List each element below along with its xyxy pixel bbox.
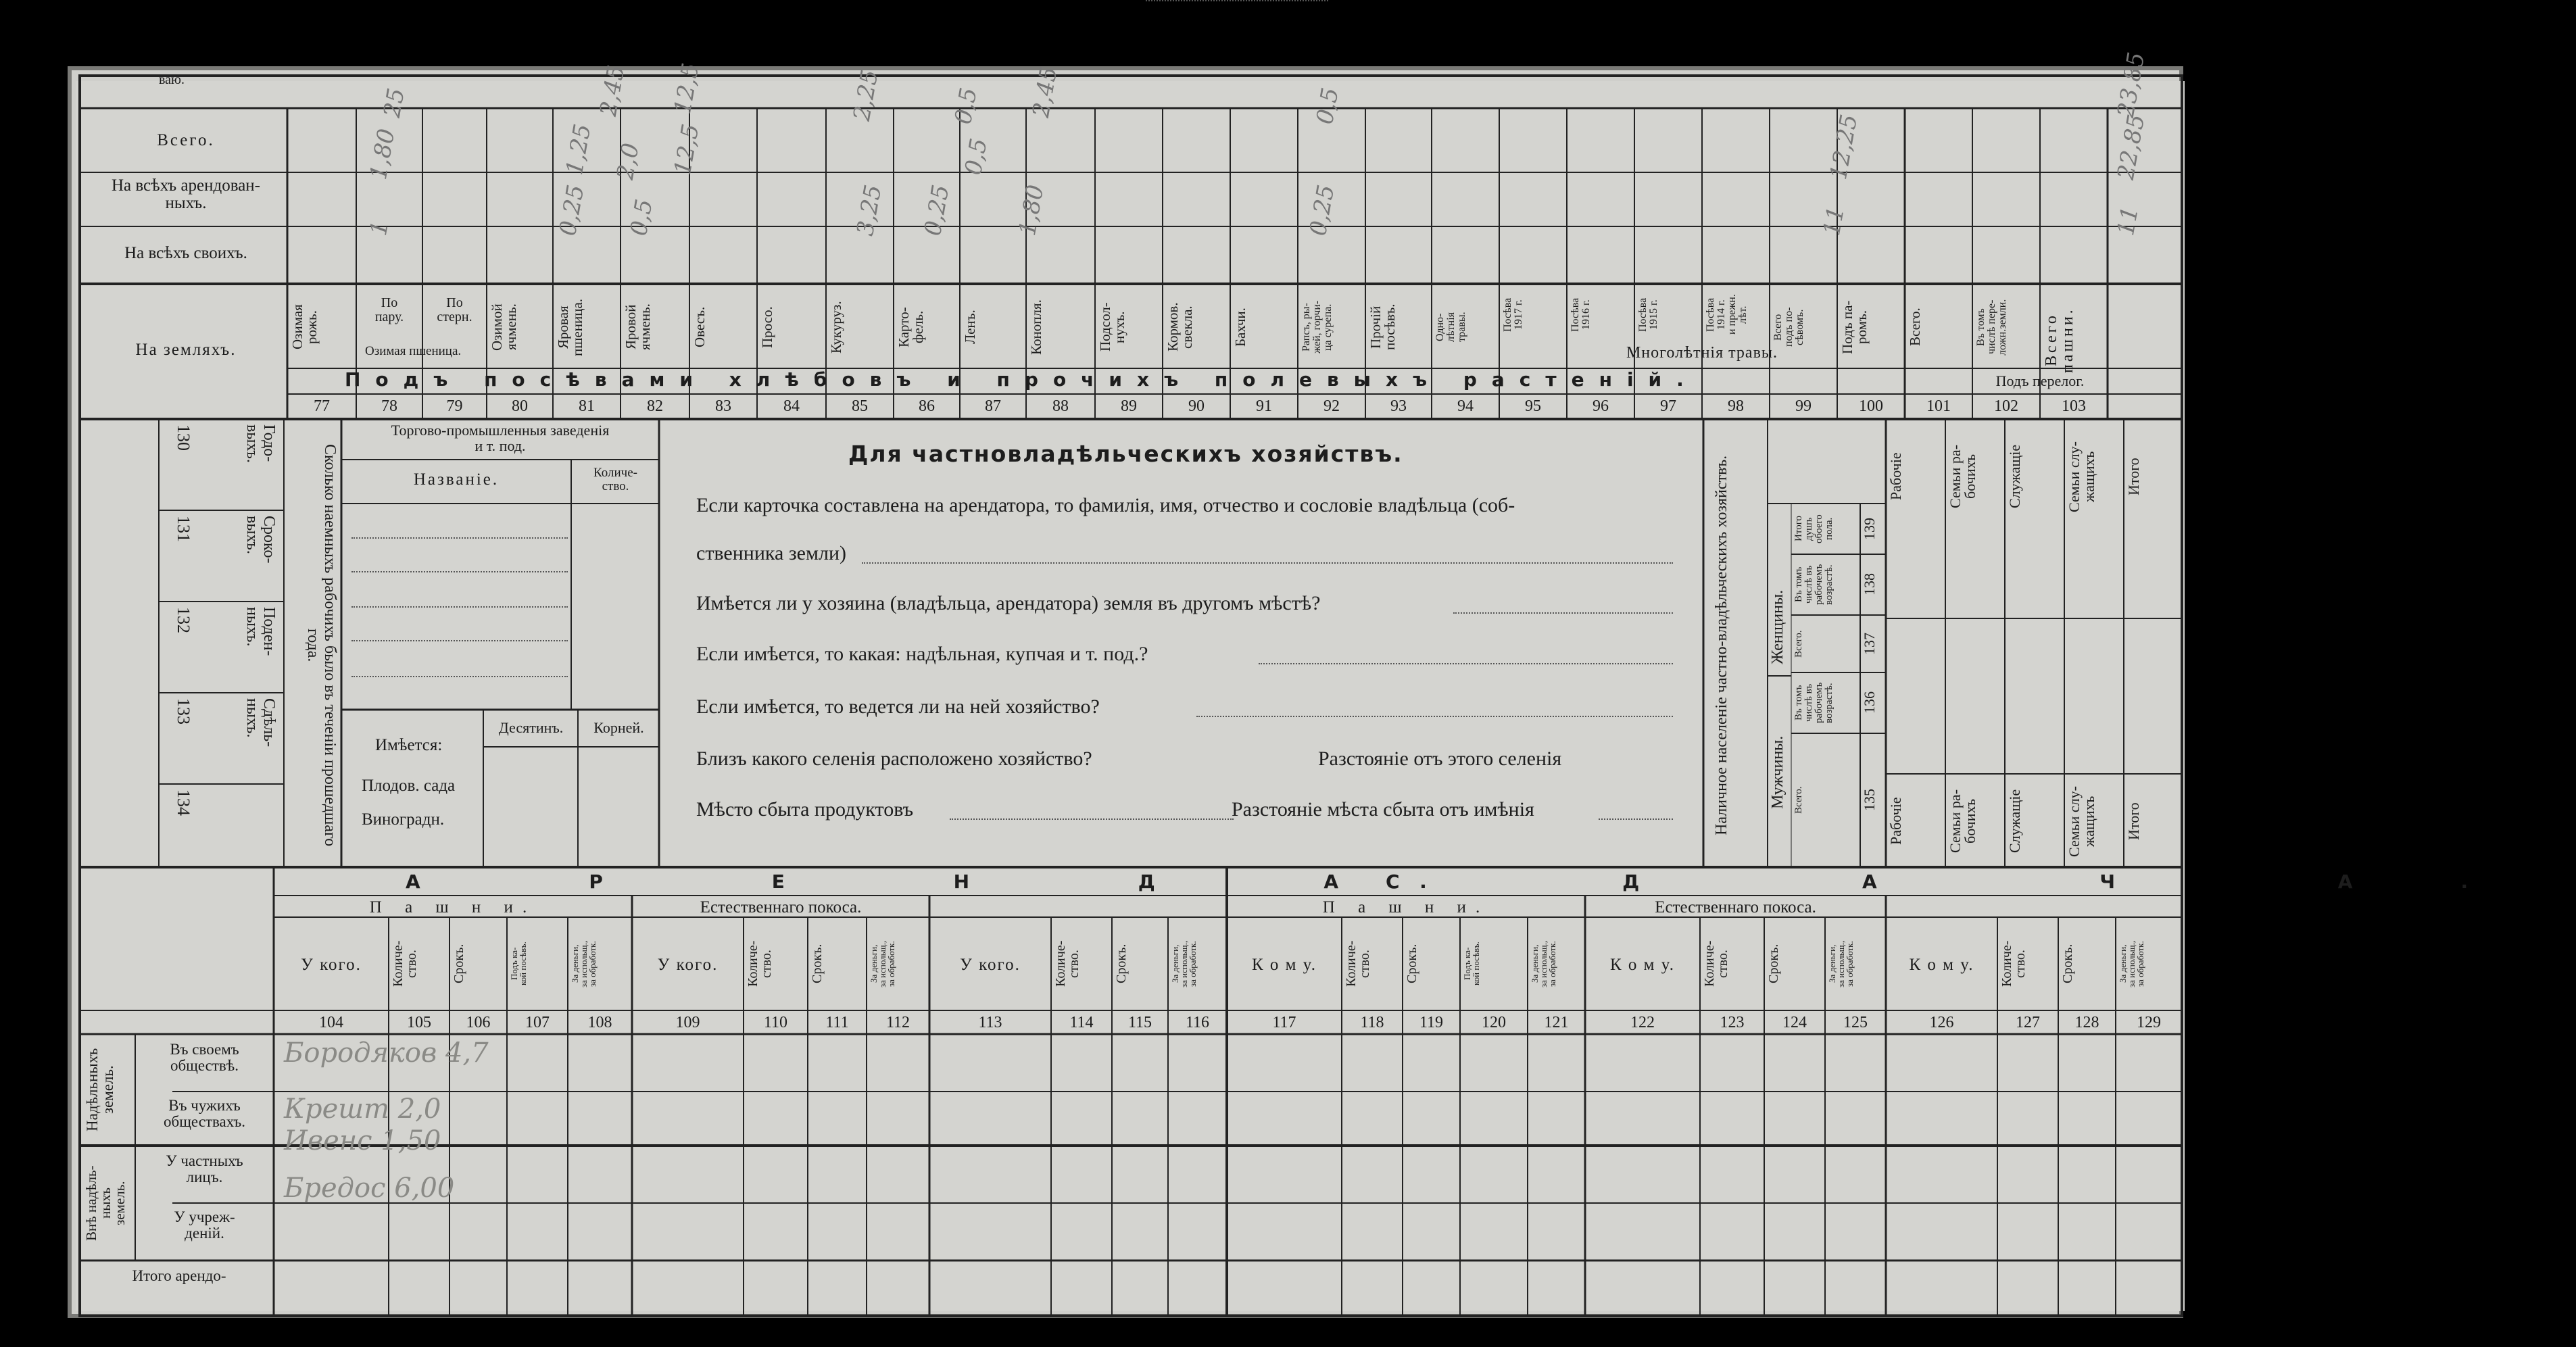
crop-column-number: 90 bbox=[1188, 397, 1205, 415]
handwritten-value: 22,85 bbox=[2112, 112, 2151, 182]
crop-header: Посѣва 1917 г. bbox=[1502, 297, 1524, 332]
handwritten-value: 23,85 bbox=[2112, 50, 2151, 120]
arenda-column-number: 111 bbox=[825, 1014, 849, 1031]
workers-title: Сколько наемныхъ рабочихъ было въ теченіи прошедшаго года. bbox=[303, 444, 339, 847]
arenda-header: За деньги, за испольщ., за обработк. bbox=[869, 940, 896, 987]
population-col-number: 137 bbox=[1861, 633, 1878, 655]
crop-column-number: 84 bbox=[783, 397, 800, 415]
arenda-column-number: 108 bbox=[587, 1014, 612, 1031]
crop-column-number: 82 bbox=[647, 397, 663, 415]
crop-header: Ленъ. bbox=[962, 310, 978, 345]
crop-column-number: 93 bbox=[1390, 397, 1407, 415]
crop-column-number: 96 bbox=[1593, 397, 1609, 415]
crop-header: Озимой ячмень. bbox=[489, 303, 519, 351]
handwritten-value: 0,25 bbox=[554, 182, 590, 238]
handwritten-value: 11 bbox=[2112, 204, 2144, 238]
trade-vinograd: Виноградн. bbox=[362, 810, 445, 829]
handwritten-entry: Крешт 2,0 bbox=[284, 1094, 441, 1125]
handwritten-value: 2,45 bbox=[595, 63, 631, 118]
arenda-header: За деньги, за испольщ., за обработк. bbox=[1827, 940, 1855, 987]
arenda-header: У кого. bbox=[301, 956, 362, 974]
sub-header-mnogoletnie: Многолѣтнія травы. bbox=[1626, 344, 1778, 362]
arenda-header: Количе- ство. bbox=[1702, 940, 1730, 987]
arenda-column-number: 115 bbox=[1127, 1014, 1152, 1031]
arenda-title: А Р Е Н Д А. bbox=[406, 871, 1508, 893]
sdacha-title: С Д А Ч А. bbox=[1386, 871, 2576, 893]
private-dots-8 bbox=[950, 818, 1234, 820]
arenda-column-number: 105 bbox=[407, 1014, 431, 1031]
population-zhenshchiny: Женщины. bbox=[1769, 589, 1787, 664]
crop-column-number: 92 bbox=[1323, 397, 1340, 415]
trade-line-4 bbox=[351, 640, 568, 641]
handwritten-entry: Бредос 6,00 bbox=[284, 1173, 455, 1204]
crop-header: Просо. bbox=[759, 306, 775, 348]
arenda-header: Количе- ство. bbox=[1344, 940, 1372, 987]
workers-row-number: 131 bbox=[174, 516, 193, 542]
arenda-column-number: 113 bbox=[978, 1014, 1002, 1031]
crop-header: Одно- лѣтнія травы. bbox=[1434, 312, 1467, 343]
arenda-column-number: 127 bbox=[2016, 1014, 2040, 1031]
crop-column-number: 77 bbox=[314, 397, 330, 415]
trade-desyatin: Десятинъ. bbox=[498, 719, 564, 736]
crop-header: Озимая рожь. bbox=[289, 304, 320, 350]
trade-imeetsya: Имѣется: bbox=[375, 736, 443, 754]
population-right-footer: Рабочіе bbox=[1887, 797, 1904, 846]
crop-header: Карто- фель. bbox=[896, 307, 926, 347]
private-line-3: Имѣется ли у хозяина (владѣльца, арендатора) земля въ другомъ мѣстѣ? bbox=[696, 592, 1321, 614]
arenda-column-number: 126 bbox=[1929, 1014, 1954, 1031]
trade-name-col: Названіе. bbox=[413, 470, 500, 489]
crop-column-number: 81 bbox=[579, 397, 595, 415]
sub-header-pod-posevami: Подъ посѣвами хлѣбовъ и прочихъ полевыхъ растеній. bbox=[345, 368, 1699, 391]
private-line-9: Разстояніе мѣста сбыта отъ имѣнія bbox=[1232, 798, 1534, 821]
arenda-header: К о м у. bbox=[1610, 956, 1675, 974]
arenda-column-number: 129 bbox=[2137, 1014, 2161, 1031]
crop-column-number: 98 bbox=[1728, 397, 1744, 415]
private-line-1: Если карточка составлена на арендатора, то фамилія, имя, отчество и сословіе владѣльца (соб- bbox=[696, 494, 1515, 516]
population-title: Наличное населеніе частно-владѣльческихъ хозяйствъ. bbox=[1713, 455, 1730, 836]
crop-column-number: 85 bbox=[852, 397, 868, 415]
population-col-number: 136 bbox=[1861, 691, 1878, 714]
arenda-row-label: У учреж- деній. bbox=[174, 1208, 235, 1242]
handwritten-value: 0,25 bbox=[1305, 182, 1340, 238]
crop-header: Бахчи. bbox=[1232, 308, 1248, 347]
arenda-row-label: Въ чужихъ обществахъ. bbox=[164, 1097, 245, 1131]
arenda-group-nadelnyh: Надѣльныхъ земель. bbox=[84, 1048, 116, 1132]
workers-row-number: 134 bbox=[174, 789, 193, 816]
private-line-7: Разстояніе отъ этого селенія bbox=[1318, 748, 1562, 770]
crop-column-number: 101 bbox=[1926, 397, 1951, 415]
handwritten-value: 1 bbox=[365, 218, 395, 238]
population-right-footer: Семьи ра- бочихъ bbox=[1947, 789, 1978, 854]
crop-header: Прочій посѣвъ. bbox=[1367, 303, 1398, 351]
handwritten-value: 0,5 bbox=[1311, 85, 1344, 126]
arenda-column-number: 104 bbox=[319, 1014, 343, 1031]
crop-column-number: 89 bbox=[1121, 397, 1137, 415]
population-right-footer: Семьи слу- жащихъ bbox=[2066, 785, 2097, 857]
arenda-column-number: 123 bbox=[1720, 1014, 1745, 1031]
row-label-svoih: На всѣхъ своихъ. bbox=[124, 244, 247, 262]
arenda-pashni: П а ш н и. bbox=[369, 898, 537, 916]
handwritten-value: 0,5 bbox=[625, 197, 658, 238]
handwritten-entry: Ивенс 1,50 bbox=[284, 1125, 441, 1156]
arenda-header: За деньги, за испольщ., за обработк. bbox=[570, 940, 598, 987]
arenda-header: За деньги, за испольщ., за обработк. bbox=[1530, 940, 1557, 987]
arenda-column-number: 121 bbox=[1544, 1014, 1569, 1031]
crop-header: Кукуруз. bbox=[828, 301, 844, 353]
arenda-column-number: 128 bbox=[2074, 1014, 2099, 1031]
arenda-column-number: 122 bbox=[1630, 1014, 1655, 1031]
crop-header: Подсол- нухъ. bbox=[1097, 302, 1127, 352]
sdacha-pokos: Естественнаго покоса. bbox=[1655, 898, 1816, 916]
workers-row-number: 133 bbox=[174, 698, 193, 725]
handwritten-entry: Бородяков 4,7 bbox=[284, 1037, 489, 1069]
population-col-label: Въ томъ числѣ въ рабочемъ возрастѣ. bbox=[1793, 682, 1834, 724]
private-dots-5 bbox=[1196, 716, 1673, 717]
private-line-5: Если имѣется, то ведется ли на ней хозяйство? bbox=[696, 695, 1100, 718]
population-col-number: 138 bbox=[1861, 573, 1878, 596]
arenda-header: Количе- ство. bbox=[746, 940, 774, 987]
handwritten-value: 1,80 bbox=[1014, 182, 1050, 238]
crop-column-number: 86 bbox=[919, 397, 935, 415]
crop-column-number: 102 bbox=[1994, 397, 2018, 415]
arenda-column-number: 107 bbox=[525, 1014, 550, 1031]
population-right-header: Рабочіе bbox=[1887, 452, 1904, 501]
crop-header: Всего подъ по- сѣвомъ. bbox=[1772, 307, 1805, 347]
arenda-row-label: У частныхъ лицъ. bbox=[166, 1152, 243, 1186]
arenda-column-number: 116 bbox=[1185, 1014, 1210, 1031]
arenda-column-number: 117 bbox=[1272, 1014, 1296, 1031]
crop-column-number: 83 bbox=[715, 397, 731, 415]
crop-column-number: 94 bbox=[1457, 397, 1474, 415]
private-title: Для частновладѣльческихъ хозяйствъ. bbox=[848, 441, 1403, 467]
arenda-header: К о м у. bbox=[1909, 956, 1974, 974]
crop-header: Посѣва 1916 г. bbox=[1570, 297, 1592, 332]
arenda-header: К о м у. bbox=[1252, 956, 1317, 974]
crop-header: По стерн. bbox=[437, 295, 472, 324]
arenda-column-number: 110 bbox=[763, 1014, 788, 1031]
arenda-header: Срокъ. bbox=[1405, 944, 1419, 984]
handwritten-value: 25 bbox=[379, 86, 410, 120]
population-col-number: 135 bbox=[1861, 789, 1878, 812]
private-line-4: Если имѣется, то какая: надѣльная, купчая и т. под.? bbox=[696, 643, 1148, 665]
arenda-column-number: 106 bbox=[466, 1014, 491, 1031]
arenda-header: Количе- ство. bbox=[1999, 940, 2028, 987]
arenda-header: Срокъ. bbox=[2060, 944, 2075, 984]
arenda-column-number: 112 bbox=[885, 1014, 910, 1031]
private-dots-4 bbox=[1259, 663, 1673, 664]
crop-column-number: 97 bbox=[1660, 397, 1676, 415]
handwritten-value: 0,5 bbox=[960, 136, 993, 177]
arenda-column-number: 124 bbox=[1782, 1014, 1807, 1031]
population-col-label: Всего. bbox=[1793, 786, 1804, 814]
handwritten-value: 12,5 bbox=[669, 61, 705, 116]
crop-column-number: 79 bbox=[446, 397, 463, 415]
population-right-header: Итого bbox=[2125, 458, 2142, 495]
crop-header: Въ томъ числѣ пере- ложн.земли. bbox=[1975, 299, 2008, 356]
arenda-column-number: 109 bbox=[675, 1014, 700, 1031]
crop-column-number: 87 bbox=[985, 397, 1001, 415]
arenda-header: Количе- ство. bbox=[1053, 940, 1082, 987]
crop-column-number: 95 bbox=[1525, 397, 1541, 415]
population-col-label: Въ томъ числѣ въ рабочемъ возрастѣ. bbox=[1793, 564, 1834, 606]
handwritten-value: 0,5 bbox=[950, 85, 983, 126]
handwritten-value: 1,25 bbox=[561, 122, 597, 177]
population-right-header: Семьи ра- бочихъ bbox=[1947, 444, 1978, 509]
sdacha-pashni: П а ш н и. bbox=[1322, 898, 1490, 916]
crop-column-number: 99 bbox=[1795, 397, 1812, 415]
crop-column-number: 103 bbox=[2062, 397, 2086, 415]
arenda-header: Подъ ка- кой посѣвъ. bbox=[509, 941, 528, 986]
crop-header: Яровая пшеница. bbox=[555, 298, 585, 356]
arenda-column-number: 114 bbox=[1069, 1014, 1094, 1031]
private-dots-3 bbox=[1453, 612, 1673, 614]
handwritten-value: 11 bbox=[1818, 204, 1850, 238]
handwritten-value: 12,5 bbox=[669, 122, 705, 177]
population-right-header: Служащіе bbox=[2006, 444, 2023, 509]
private-line-6: Близъ какого селенія расположено хозяйство? bbox=[696, 748, 1092, 770]
arenda-row-label: Итого арендо- bbox=[132, 1267, 226, 1284]
private-dots-6 bbox=[1146, 0, 1328, 1]
trade-line-3 bbox=[351, 606, 568, 608]
arenda-header: Срокъ. bbox=[1766, 944, 1781, 984]
arenda-header: За деньги, за испольщ., за обработк. bbox=[1170, 940, 1198, 987]
trade-line-2 bbox=[351, 571, 568, 572]
arenda-header: У кого. bbox=[960, 956, 1021, 974]
crop-header: Посѣва 1914 г. и прежн. лѣт. bbox=[1705, 294, 1749, 335]
crop-column-number: 88 bbox=[1052, 397, 1069, 415]
arenda-column-number: 125 bbox=[1843, 1014, 1868, 1031]
trade-sad: Плодов. сада bbox=[362, 777, 456, 795]
workers-row-label: Годо- выхъ. bbox=[243, 424, 278, 463]
handwritten-value: 3,25 bbox=[852, 182, 888, 238]
crop-header: Конопля. bbox=[1028, 299, 1044, 355]
crop-header: Подъ па- ромъ. bbox=[1839, 300, 1870, 354]
workers-row-label: Сдѣль- ныхъ. bbox=[243, 698, 278, 748]
row-label-vsego: Всего. bbox=[157, 131, 215, 149]
arenda-header: У кого. bbox=[657, 956, 719, 974]
trade-title: Торгово-промышленныя заведенія и т. под. bbox=[391, 422, 610, 455]
crop-column-number: 80 bbox=[512, 397, 528, 415]
arenda-column-number: 120 bbox=[1482, 1014, 1506, 1031]
private-dots-2 bbox=[862, 562, 1673, 564]
arenda-header: За деньги, за испольщ., за обработк. bbox=[2118, 940, 2145, 987]
trade-line-1 bbox=[351, 537, 568, 539]
arenda-header: Подъ ка- кой посѣвъ. bbox=[1462, 941, 1481, 986]
population-right-footer: Итого bbox=[2125, 802, 2142, 840]
handwritten-value: 0,25 bbox=[919, 182, 955, 238]
trade-korney: Корней. bbox=[593, 719, 644, 736]
workers-row-label: Поден- ныхъ. bbox=[243, 607, 278, 656]
handwritten-value: 1,80 bbox=[365, 126, 401, 182]
arenda-column-number: 119 bbox=[1419, 1014, 1444, 1031]
population-col-label: Итого душъ обоего пола. bbox=[1793, 514, 1834, 543]
arenda-group-vne: Внѣ надѣль- ныхъ земель. bbox=[83, 1165, 128, 1241]
handwritten-value: 2,45 bbox=[1027, 64, 1063, 120]
workers-row-label: Сроко- выхъ. bbox=[243, 516, 278, 564]
arenda-header: Срокъ. bbox=[1114, 944, 1129, 984]
row-label-na-zemlyah: На земляхъ. bbox=[135, 341, 237, 359]
crop-column-number: 100 bbox=[1859, 397, 1883, 415]
sub-header-pod-perelog: Подъ перелог. bbox=[1995, 372, 2085, 389]
handwritten-value: 2,0 bbox=[612, 141, 645, 182]
trade-line-5 bbox=[351, 676, 568, 677]
private-line-8: Мѣсто сбыта продуктовъ bbox=[696, 798, 914, 821]
population-right-footer: Служащіе bbox=[2006, 789, 2023, 854]
arenda-header: Количе- ство. bbox=[391, 940, 419, 987]
handwritten-value: 12,25 bbox=[1825, 112, 1864, 182]
arenda-header: Срокъ. bbox=[810, 944, 825, 984]
arenda-row-label: Въ своемъ обществѣ. bbox=[170, 1041, 239, 1075]
crop-header: Всего пашни. bbox=[2043, 307, 2076, 373]
private-line-2: ственника земли) bbox=[696, 542, 846, 564]
handwritten-value: 2,25 bbox=[848, 68, 884, 123]
crop-header: Яровой ячмень. bbox=[623, 303, 653, 351]
row-label-arendovannyh: На всѣхъ арендован- ныхъ. bbox=[111, 176, 261, 213]
workers-row-number: 130 bbox=[174, 424, 193, 451]
private-dots-9 bbox=[1599, 818, 1673, 820]
crop-header: Рапсъ, ры- жей, горчи- ца сурепа. bbox=[1301, 300, 1334, 354]
population-col-number: 139 bbox=[1861, 518, 1878, 540]
population-col-label: Всего. bbox=[1793, 630, 1804, 658]
crop-column-number: 91 bbox=[1256, 397, 1272, 415]
sub-header-ozimaya-pshenica: Озимая пшеница. bbox=[365, 344, 462, 358]
crop-header: Кормов. свекла. bbox=[1165, 302, 1195, 352]
crop-header: Посѣва 1915 г. bbox=[1637, 297, 1659, 332]
crop-column-number: 78 bbox=[381, 397, 397, 415]
population-right-header: Семьи слу- жащихъ bbox=[2066, 441, 2097, 512]
crop-header: Всего. bbox=[1907, 308, 1923, 347]
arenda-column-number: 118 bbox=[1360, 1014, 1384, 1031]
arenda-header: Срокъ. bbox=[452, 944, 466, 984]
arenda-pokos: Естественнаго покоса. bbox=[700, 898, 862, 916]
population-muzhchiny: Мужчины. bbox=[1769, 735, 1787, 809]
crop-header: По пару. bbox=[374, 295, 404, 324]
cut-label: ваю. bbox=[159, 72, 185, 87]
crop-header: Овесъ. bbox=[691, 306, 708, 348]
workers-row-number: 132 bbox=[174, 607, 193, 633]
trade-qty-col: Количе- ство. bbox=[593, 466, 637, 493]
